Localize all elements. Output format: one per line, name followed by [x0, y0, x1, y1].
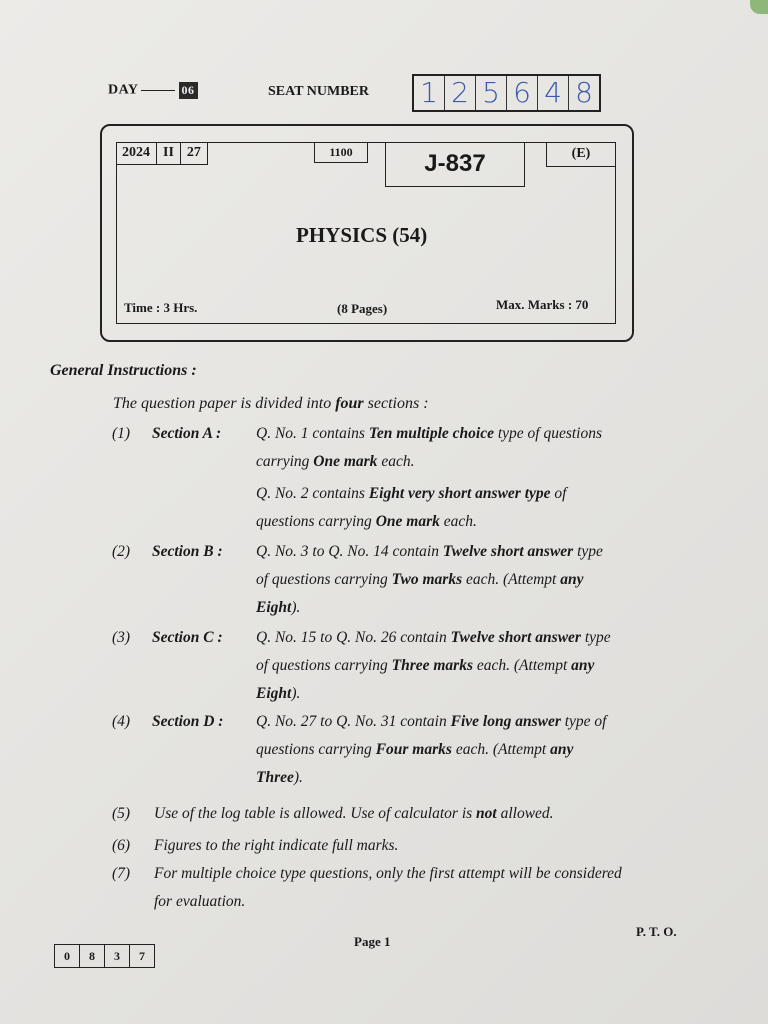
seat-digit: 4	[538, 76, 569, 110]
item-body: Use of the log table is allowed. Use of calculator is not allowed.	[154, 805, 554, 822]
item-number: (6)	[112, 837, 131, 854]
intro-text-end: sections :	[367, 395, 429, 412]
seat-digit: 6	[507, 76, 538, 110]
footer-digit: 3	[105, 945, 130, 967]
item-body: For multiple choice type questions, only the first attempt will be considered for evaluation.	[154, 865, 622, 910]
item-body: Q. No. 15 to Q. No. 26 contain Twelve short answer type of questions carrying Three marks each. (Attempt any Eight).	[256, 629, 611, 702]
item-body: Q. No. 1 contains Ten multiple choice type of questions carrying One mark each. Q. No. 2 contains Eight very short answer type of questions carrying One mark each.	[256, 425, 603, 530]
seat-number-label: SEAT NUMBER	[268, 84, 370, 99]
seat-digit: 2	[445, 76, 476, 110]
subject-title: PHYSICS (54)	[296, 223, 428, 247]
day-field	[108, 82, 198, 99]
seat-digit: 1	[414, 76, 445, 110]
footer-digit: 8	[80, 945, 105, 967]
item-number: (4)	[112, 713, 131, 730]
paper-code: J-837	[385, 142, 525, 187]
seat-digit: 8	[575, 76, 593, 109]
pto-label: P. T. O.	[636, 924, 677, 939]
leaf-corner	[750, 0, 768, 14]
section-label: Section A :	[152, 425, 222, 442]
page-number: Page 1	[354, 934, 391, 949]
intro-emphasis: four	[335, 395, 364, 412]
item-number: (2)	[112, 543, 131, 560]
seat-number-boxes	[412, 74, 601, 112]
intro-text: The question paper is divided into	[113, 395, 332, 412]
footer-digit: 0	[55, 945, 80, 967]
instructions-heading: General Instructions :	[50, 362, 197, 379]
item-number: (5)	[112, 805, 131, 822]
max-marks: Max. Marks : 70	[496, 297, 589, 312]
day-value: 06	[179, 82, 198, 99]
section-label: Section D :	[152, 713, 224, 730]
divider	[141, 90, 175, 91]
item-body: Figures to the right indicate full marks.	[154, 837, 399, 854]
item-number: (7)	[112, 865, 131, 882]
exam-code-strip	[116, 142, 208, 165]
code-term: II	[157, 142, 181, 164]
seat-digit: 5	[476, 76, 507, 110]
time-code: 1100	[314, 142, 368, 163]
instructions-intro	[113, 395, 429, 413]
footer-code-boxes	[54, 944, 155, 968]
item-body: Q. No. 27 to Q. No. 31 contain Five long answer type of questions carrying Four marks each. (Attempt any Three).	[256, 713, 607, 786]
code-year: 2024	[116, 142, 157, 164]
day-label: DAY	[108, 82, 139, 98]
section-label: Section B :	[152, 543, 223, 560]
item-number: (1)	[112, 425, 131, 442]
language-code: (E)	[546, 142, 615, 167]
item-body: Q. No. 3 to Q. No. 14 contain Twelve short answer type of questions carrying Two marks each. (Attempt any Eight).	[256, 543, 603, 616]
page-count: (8 Pages)	[337, 301, 388, 316]
code-day: 27	[186, 145, 201, 160]
item-number: (3)	[112, 629, 131, 646]
exam-duration: Time : 3 Hrs.	[124, 300, 198, 315]
footer-digit: 7	[139, 949, 145, 963]
section-label: Section C :	[152, 629, 223, 646]
